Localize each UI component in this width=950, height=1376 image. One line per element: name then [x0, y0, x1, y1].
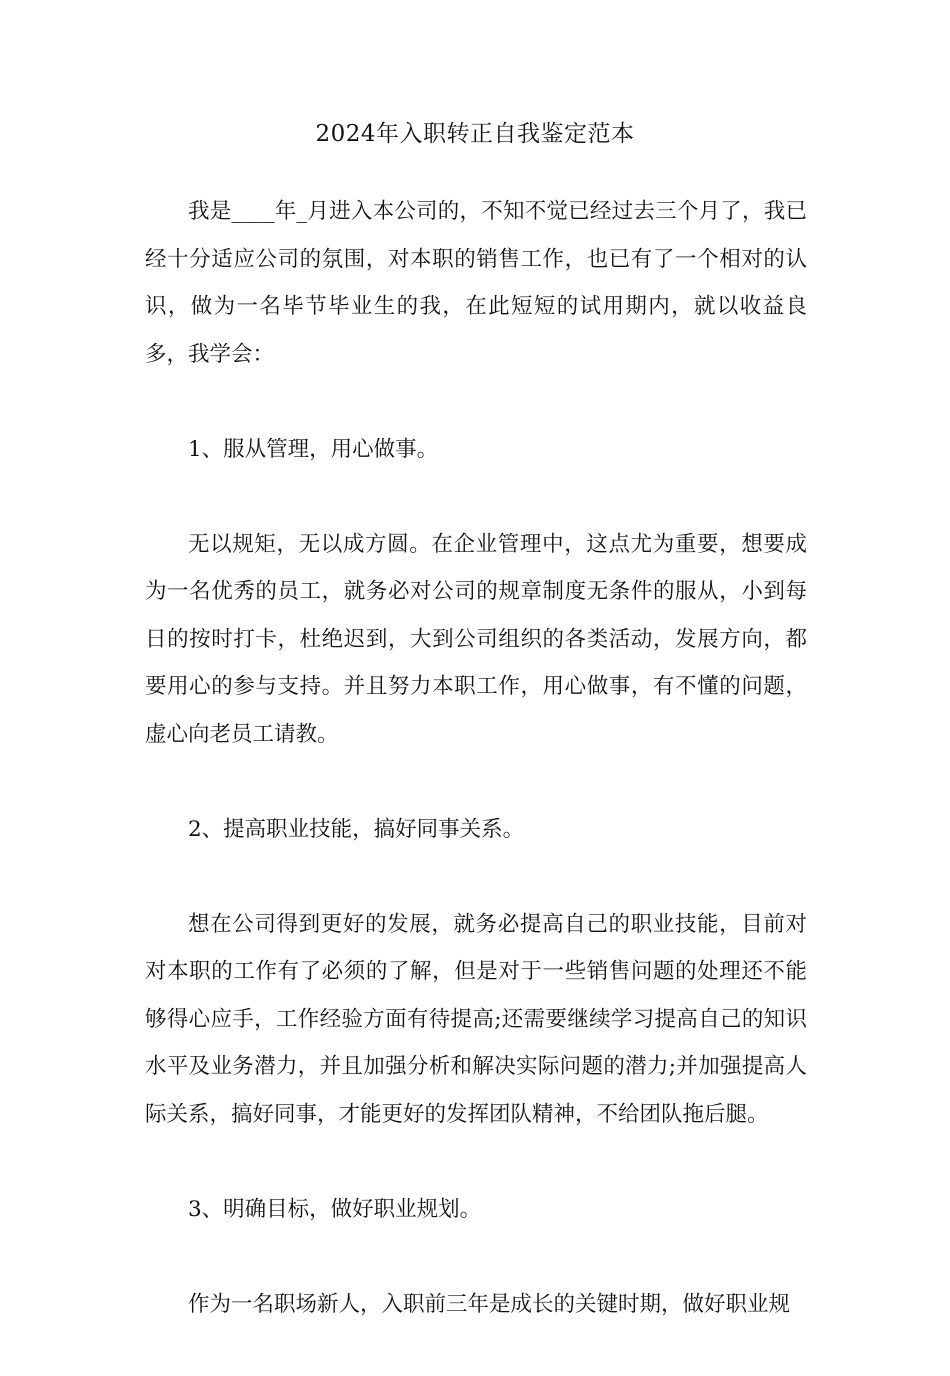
paragraph-section-1: 无以规矩，无以成方圆。在企业管理中，这点尤为重要，想要成为一名优秀的员工，就务必对公司的规章制度无条件的服从，小到每日的按时打卡，杜绝迟到，大到公司组织的各类活动，发展方向，都要用心的参与支持。并且努力本职工作，用心做事，有不懂的问题，虚心向老员工请教。: [145, 531, 807, 747]
document-body: [145, 188, 807, 1376]
section-heading-1: 1、服从管理，用心做事。: [188, 436, 439, 462]
section-heading-3: 3、明确目标，做好职业规划。: [188, 1196, 482, 1222]
paragraph-intro: 我是____年_月进入本公司的，不知不觉已经过去三个月了，我已经十分适应公司的氛围，对本职的销售工作，也已有了一个相对的认识，做为一名毕节毕业生的我，在此短短的试用期内，就以收益良多，我学会：: [145, 199, 807, 367]
document-title: 2024年入职转正自我鉴定范本: [315, 121, 635, 147]
paragraph-section-3: 作为一名职场新人，入职前三年是成长的关键时期，做好职业规: [188, 1291, 791, 1317]
section-heading-2: 2、提高职业技能，搞好同事关系。: [188, 816, 525, 842]
paragraph-section-2: 想在公司得到更好的发展，就务必提高自己的职业技能，目前对对本职的工作有了必须的了解，但是对于一些销售问题的处理还不能够得心应手，工作经验方面有待提高;还需要继续学习提高自己的知识水平及业务潜力，并且加强分析和解决实际问题的潜力;并加强提高人际关系，搞好同事，才能更好的发挥团队精神，不给团队拖后腿。: [145, 911, 807, 1127]
